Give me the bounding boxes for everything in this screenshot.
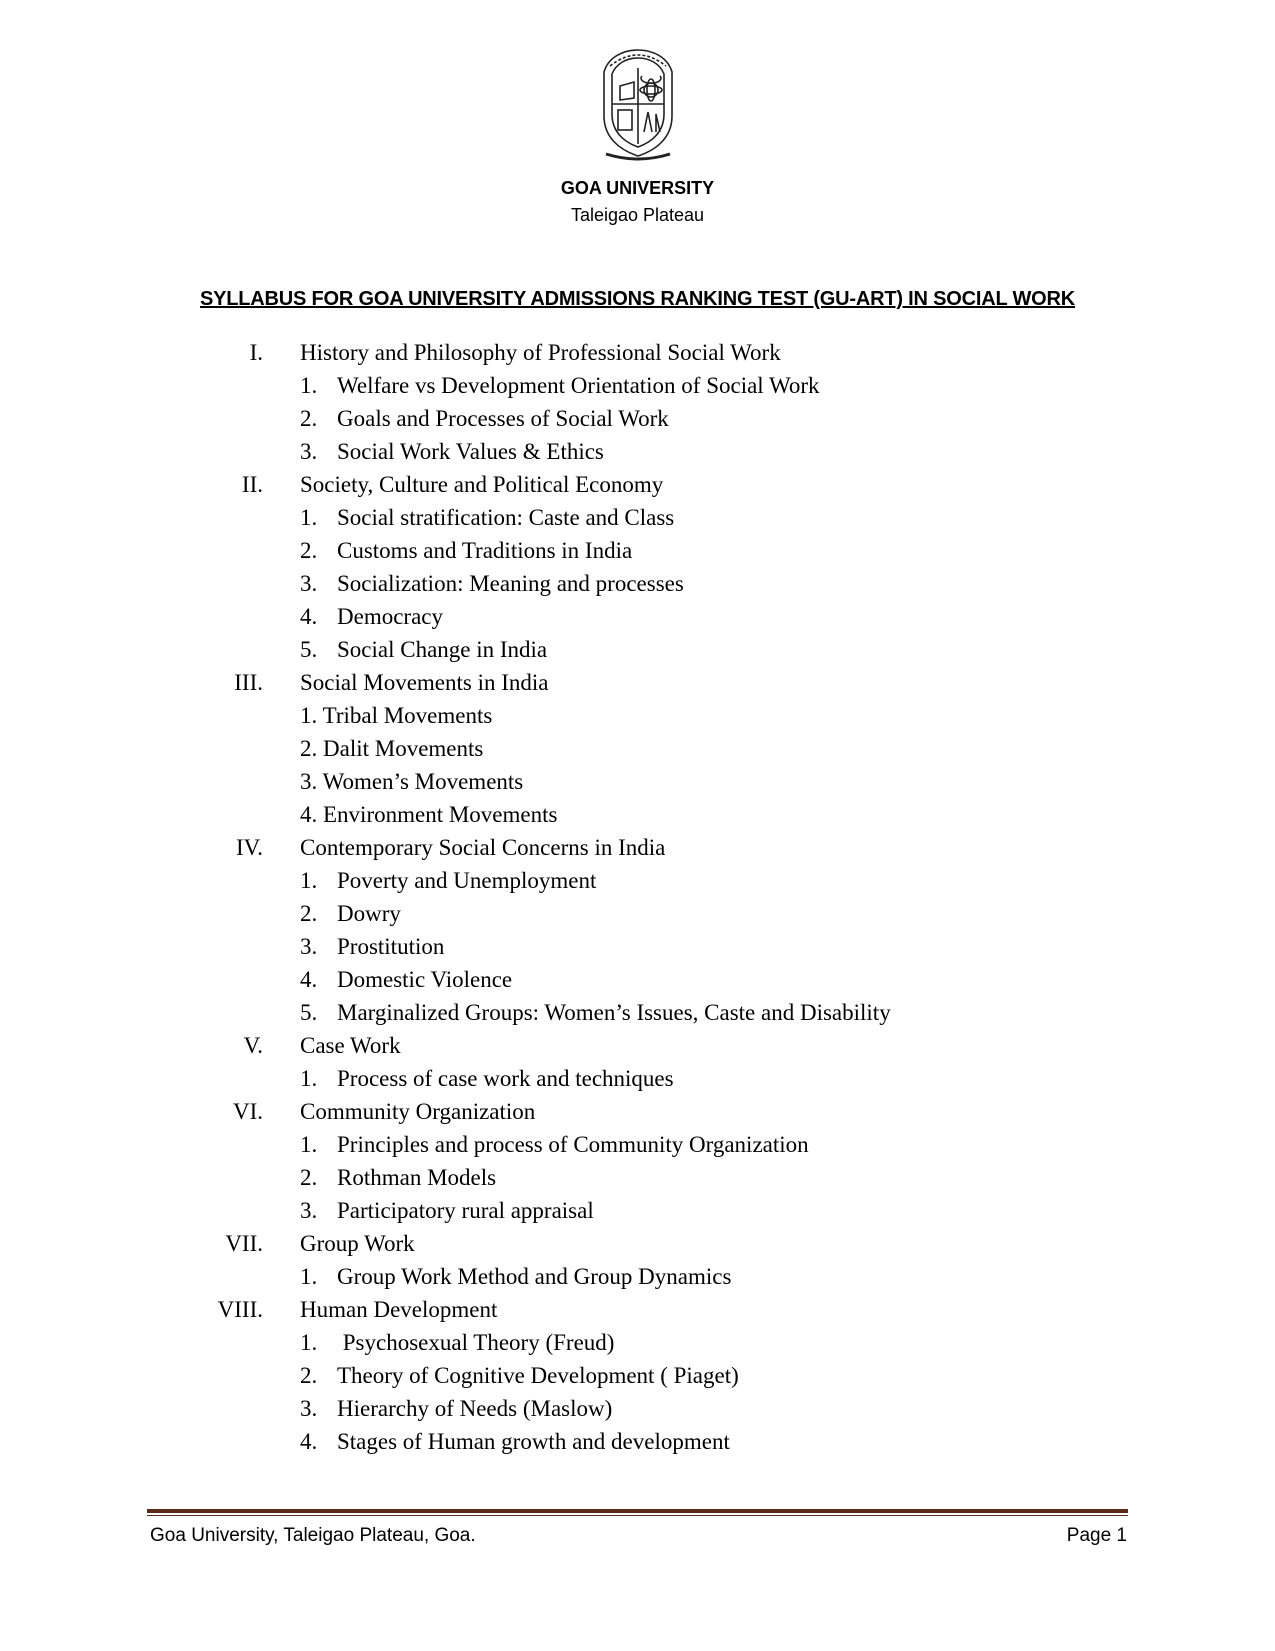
section-numeral: II. bbox=[241, 472, 263, 497]
university-name: GOA UNIVERSITY bbox=[560, 178, 715, 198]
item-number: 2. bbox=[300, 1363, 318, 1388]
item-text: 4. Environment Movements bbox=[300, 802, 558, 827]
item-text: Theory of Cognitive Development ( Piaget) bbox=[337, 1363, 739, 1388]
section-title: Community Organization bbox=[300, 1099, 536, 1124]
item-number: 3. bbox=[300, 1198, 318, 1223]
item-text: Democracy bbox=[337, 604, 443, 629]
section-numeral: VI. bbox=[232, 1099, 263, 1124]
item-number: 4. bbox=[300, 1429, 318, 1454]
item-number: 5. bbox=[300, 1000, 318, 1025]
item-text: Process of case work and techniques bbox=[337, 1066, 674, 1091]
section-title: History and Philosophy of Professional Social Work bbox=[300, 340, 781, 365]
list-item bbox=[0, 1326, 1275, 1359]
item-text: Domestic Violence bbox=[337, 967, 513, 992]
list-item bbox=[0, 1260, 1275, 1293]
section-heading bbox=[0, 831, 1275, 864]
item-text: Welfare vs Development Orientation of Social Work bbox=[337, 373, 820, 398]
item-text: Social Change in India bbox=[337, 637, 548, 662]
item-number: 3. bbox=[300, 571, 318, 596]
item-number: 4. bbox=[300, 967, 318, 992]
section-heading bbox=[0, 666, 1275, 699]
list-item bbox=[0, 501, 1275, 534]
list-item bbox=[0, 567, 1275, 600]
document-title: SYLLABUS FOR GOA UNIVERSITY ADMISSIONS RANKING TEST (GU-ART) IN SOCIAL WORK bbox=[199, 288, 1076, 310]
section-title: Contemporary Social Concerns in India bbox=[300, 835, 666, 860]
item-number: 2. bbox=[300, 901, 318, 926]
section-title: Human Development bbox=[300, 1297, 498, 1322]
section-heading bbox=[0, 1095, 1275, 1128]
item-text: Group Work Method and Group Dynamics bbox=[337, 1264, 732, 1289]
item-text: Social stratification: Caste and Class bbox=[337, 505, 675, 530]
item-number: 1. bbox=[300, 373, 318, 398]
list-item bbox=[0, 897, 1275, 930]
section-title: Group Work bbox=[300, 1231, 415, 1256]
item-number: 3. bbox=[300, 1396, 318, 1421]
list-item bbox=[0, 633, 1275, 666]
item-text: Poverty and Unemployment bbox=[337, 868, 597, 893]
section-numeral: I. bbox=[249, 340, 263, 365]
list-item bbox=[0, 798, 1275, 831]
list-item bbox=[0, 864, 1275, 897]
item-text: Socialization: Meaning and processes bbox=[337, 571, 684, 596]
item-number: 2. bbox=[300, 538, 318, 563]
item-number: 1. bbox=[300, 505, 318, 530]
item-text: Psychosexual Theory (Freud) bbox=[337, 1330, 615, 1355]
section-numeral: VII. bbox=[225, 1231, 263, 1256]
list-item bbox=[0, 930, 1275, 963]
section-heading bbox=[0, 1029, 1275, 1062]
section-heading bbox=[0, 336, 1275, 369]
item-number: 3. bbox=[300, 439, 318, 464]
section-numeral: VIII. bbox=[217, 1297, 263, 1322]
item-text: Participatory rural appraisal bbox=[337, 1198, 594, 1223]
goa-university-emblem-icon bbox=[594, 46, 682, 164]
section-heading bbox=[0, 468, 1275, 501]
section-heading bbox=[0, 1293, 1275, 1326]
item-text: Principles and process of Community Organization bbox=[337, 1132, 809, 1157]
item-text: Dowry bbox=[337, 901, 401, 926]
list-item bbox=[0, 996, 1275, 1029]
item-number: 3. bbox=[300, 934, 318, 959]
item-text: Social Work Values & Ethics bbox=[337, 439, 604, 464]
item-text: Hierarchy of Needs (Maslow) bbox=[337, 1396, 613, 1421]
list-item bbox=[0, 1359, 1275, 1392]
section-title: Case Work bbox=[300, 1033, 401, 1058]
list-item bbox=[0, 1128, 1275, 1161]
footer-divider bbox=[147, 1509, 1128, 1513]
footer-address: Goa University, Taleigao Plateau, Goa. bbox=[150, 1525, 476, 1546]
list-item bbox=[0, 765, 1275, 798]
section-title: Society, Culture and Political Economy bbox=[300, 472, 664, 497]
item-text: Customs and Traditions in India bbox=[337, 538, 633, 563]
list-item bbox=[0, 435, 1275, 468]
item-number: 5. bbox=[300, 637, 318, 662]
item-text: Goals and Processes of Social Work bbox=[337, 406, 669, 431]
section-heading bbox=[0, 1227, 1275, 1260]
item-text: Stages of Human growth and development bbox=[337, 1429, 730, 1454]
section-numeral: IV. bbox=[235, 835, 263, 860]
list-item bbox=[0, 600, 1275, 633]
section-title: Social Movements in India bbox=[300, 670, 549, 695]
list-item bbox=[0, 732, 1275, 765]
list-item bbox=[0, 534, 1275, 567]
item-number: 1. bbox=[300, 1066, 318, 1091]
page-number: Page 1 bbox=[1066, 1525, 1127, 1546]
item-number: 1. bbox=[300, 1330, 318, 1355]
university-location: Taleigao Plateau bbox=[570, 205, 705, 225]
item-text: Prostitution bbox=[337, 934, 445, 959]
list-item bbox=[0, 1062, 1275, 1095]
item-text: Marginalized Groups: Women’s Issues, Caste and Disability bbox=[337, 1000, 891, 1025]
list-item bbox=[0, 963, 1275, 996]
item-text: 2. Dalit Movements bbox=[300, 736, 484, 761]
list-item bbox=[0, 1161, 1275, 1194]
list-item bbox=[0, 1194, 1275, 1227]
item-text: Rothman Models bbox=[337, 1165, 497, 1190]
item-number: 1. bbox=[300, 1132, 318, 1157]
list-item bbox=[0, 402, 1275, 435]
item-text: 3. Women’s Movements bbox=[300, 769, 524, 794]
item-number: 2. bbox=[300, 1165, 318, 1190]
syllabus-list bbox=[0, 336, 1275, 1458]
item-number: 4. bbox=[300, 604, 318, 629]
list-item bbox=[0, 699, 1275, 732]
item-number: 2. bbox=[300, 406, 318, 431]
section-numeral: III. bbox=[234, 670, 263, 695]
item-text: 1. Tribal Movements bbox=[300, 703, 493, 728]
list-item bbox=[0, 369, 1275, 402]
list-item bbox=[0, 1392, 1275, 1425]
section-numeral: V. bbox=[243, 1033, 263, 1058]
list-item bbox=[0, 1425, 1275, 1458]
item-number: 1. bbox=[300, 1264, 318, 1289]
footer-divider-thin bbox=[147, 1515, 1128, 1516]
item-number: 1. bbox=[300, 868, 318, 893]
